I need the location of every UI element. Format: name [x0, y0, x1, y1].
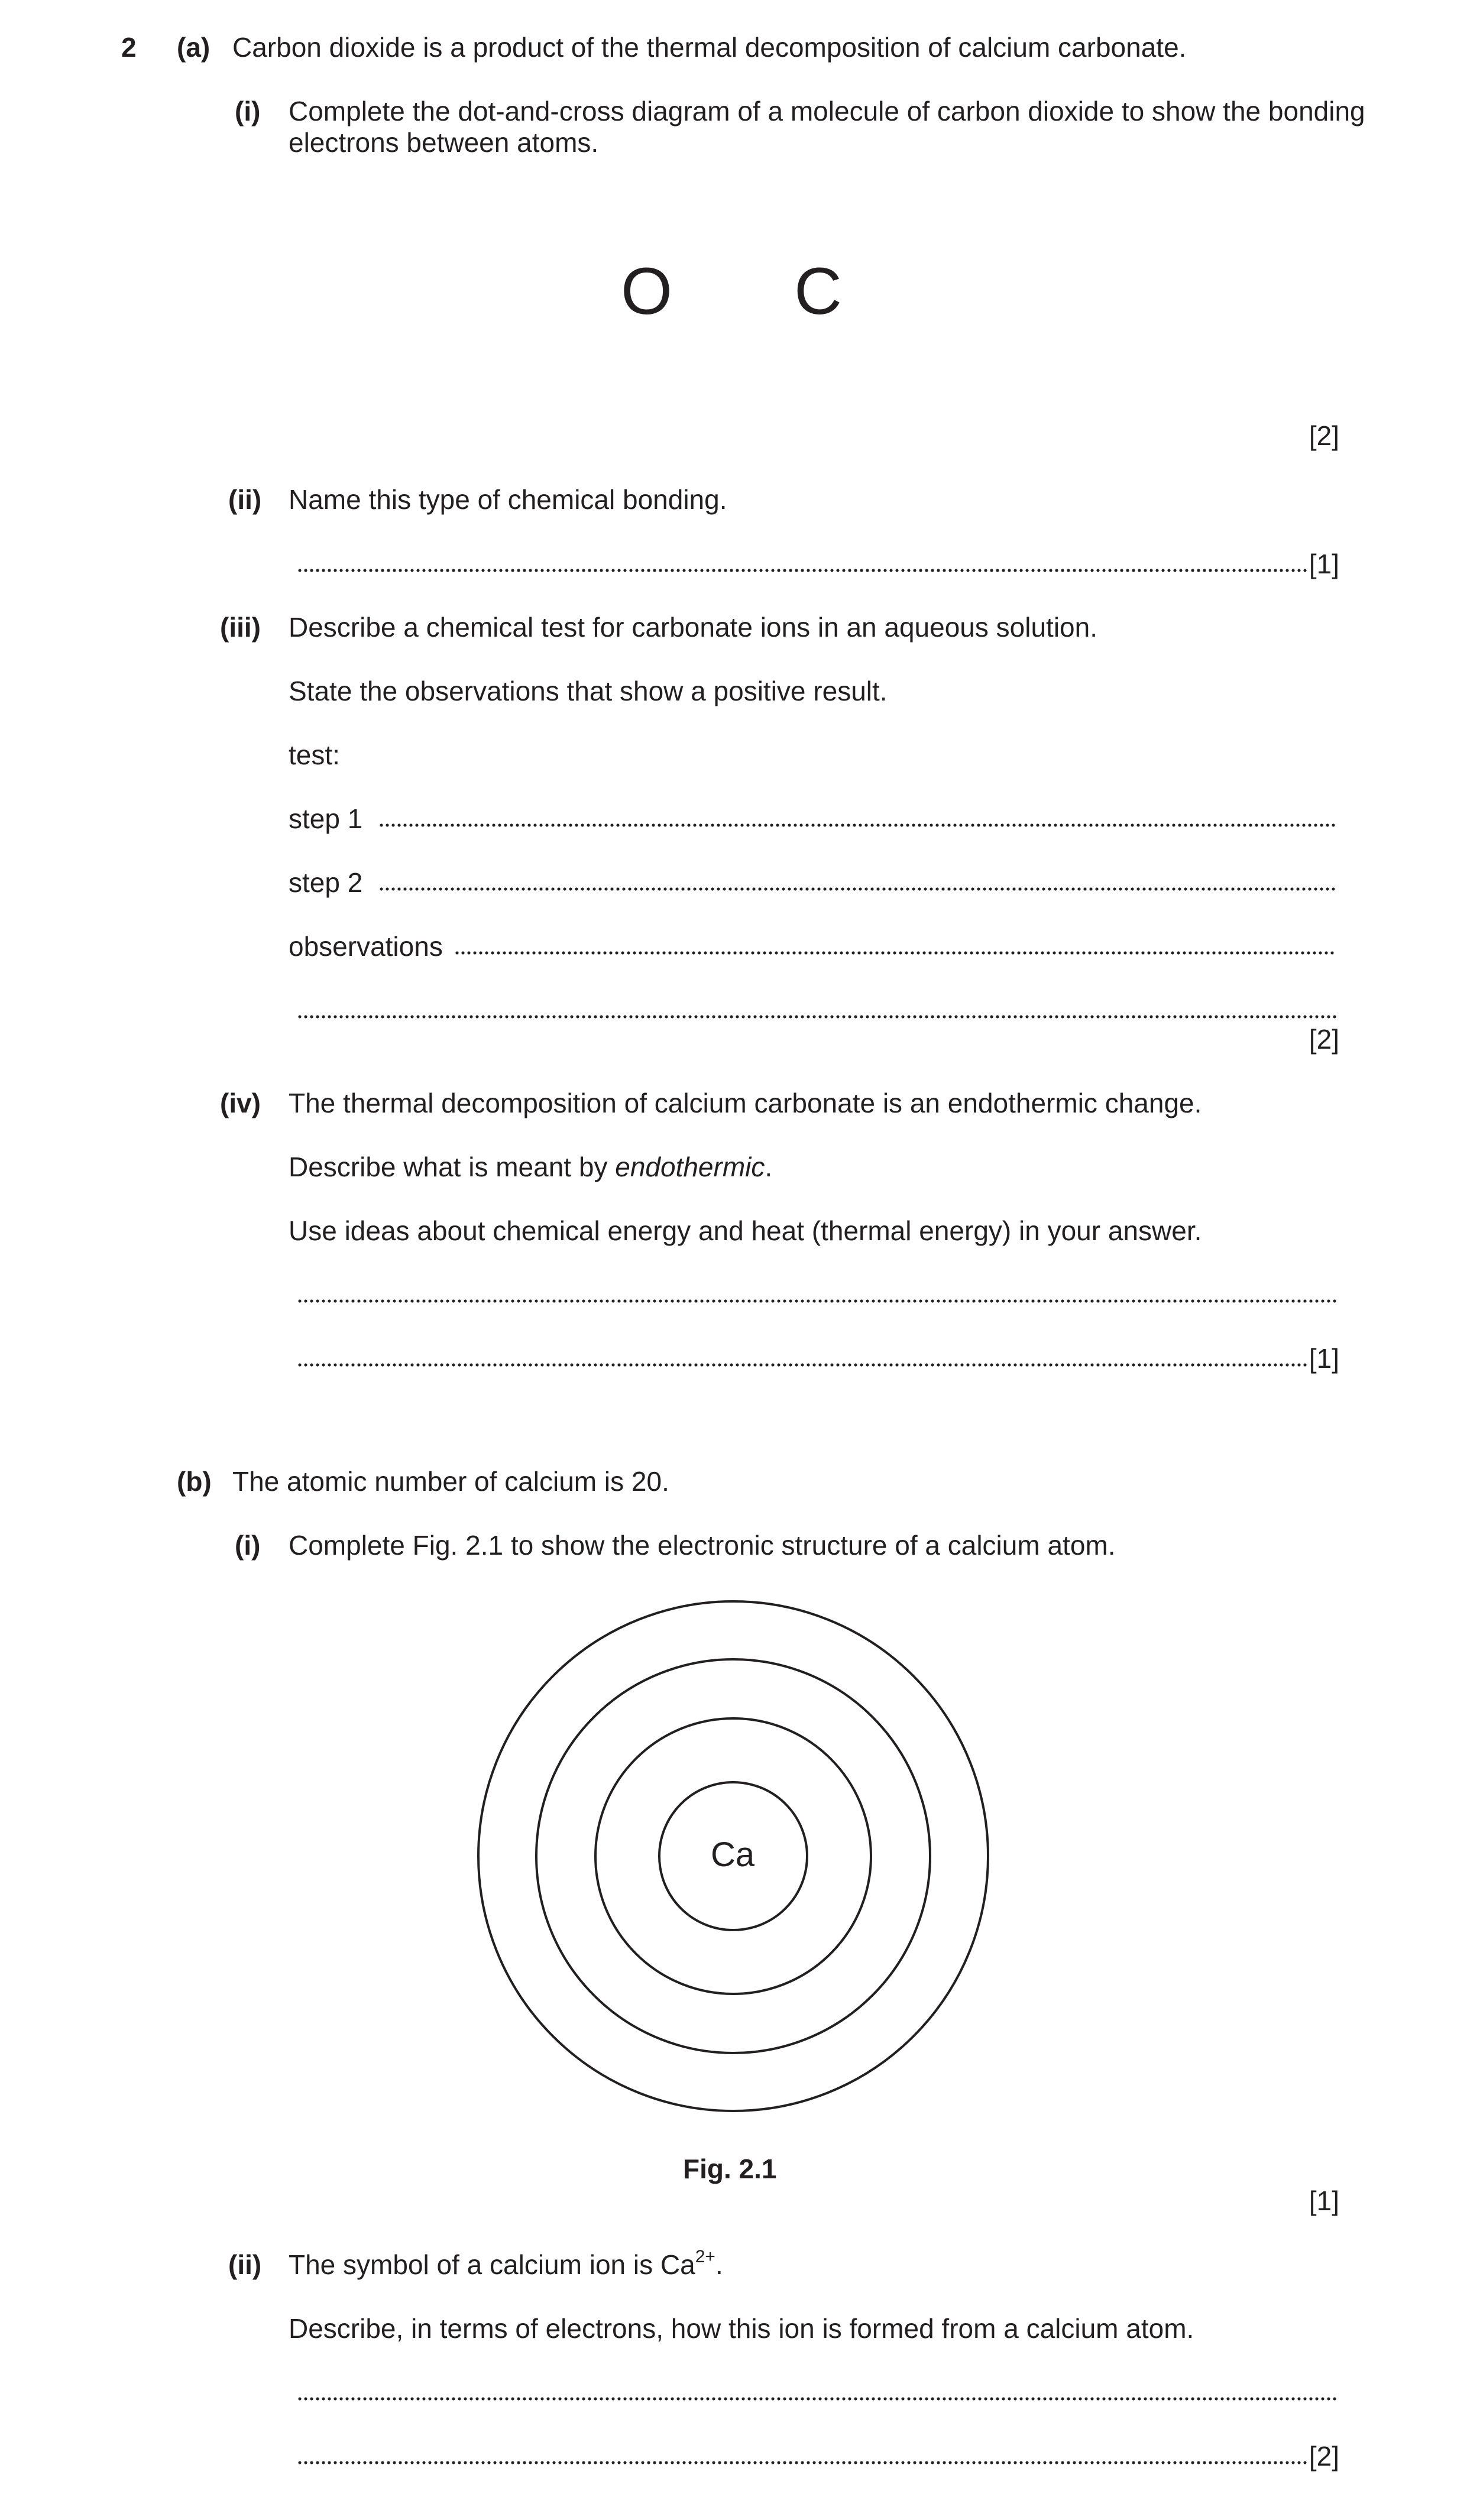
question-number: 2 — [121, 32, 137, 63]
answer-line-b-ii-2[interactable] — [297, 2460, 1307, 2466]
part-a-i-marks: [2] — [1309, 420, 1339, 451]
part-a-iv-text3: Use ideas about chemical energy and heat (thermal energy) in your answer. — [289, 1215, 1202, 1246]
part-a-iv-label: (iv) — [220, 1088, 261, 1118]
part-a-ii-marks: [1] — [1309, 549, 1339, 579]
part-a-iii-text2: State the observations that show a positive result. — [289, 676, 888, 706]
part-a-iii-text: Describe a chemical test for carbonate ions in an aqueous solution. — [289, 612, 1098, 643]
endothermic-term: endothermic — [615, 1152, 765, 1182]
part-b-i-marks: [1] — [1309, 2185, 1339, 2216]
test-label: test: — [289, 740, 340, 770]
step2-label: step 2 — [289, 867, 363, 898]
answer-line-b-ii-1[interactable] — [297, 2396, 1336, 2402]
figure-caption: Fig. 2.1 — [683, 2153, 777, 2184]
part-a-stem: Carbon dioxide is a product of the thermal decomposition of calcium carbonate. — [232, 32, 1187, 63]
answer-line-observations[interactable] — [454, 950, 1336, 956]
part-b-stem: The atomic number of calcium is 20. — [232, 1466, 669, 1497]
part-b-ii-text2: Describe, in terms of electrons, how this ion is formed from a calcium atom. — [289, 2313, 1194, 2344]
part-b-label: (b) — [177, 1466, 212, 1497]
part-a-i-label: (i) — [235, 96, 261, 127]
part-a-i-line1: Complete the dot-and-cross diagram of a molecule of carbon dioxide to show the bonding — [289, 96, 1365, 127]
part-a-iv-marks: [1] — [1309, 1343, 1339, 1374]
part-a-ii-text: Name this type of chemical bonding. — [289, 484, 727, 515]
answer-line-a-iv-1[interactable] — [297, 1298, 1336, 1304]
part-a-label: (a) — [177, 32, 211, 63]
answer-line-step1[interactable] — [378, 822, 1336, 828]
nucleus-label: Ca — [711, 1835, 755, 1874]
part-a-iii-marks: [2] — [1309, 1024, 1339, 1055]
part-a-i-line2: electrons between atoms. — [289, 127, 599, 158]
step1-label: step 1 — [289, 803, 363, 834]
part-b-ii-marks: [2] — [1309, 2441, 1339, 2472]
answer-line-step2[interactable] — [378, 886, 1336, 892]
answer-line-a-ii[interactable] — [297, 567, 1307, 573]
part-b-ii-label: (ii) — [228, 2249, 262, 2280]
part-a-iv-text: The thermal decomposition of calcium carbonate is an endothermic change. — [289, 1088, 1202, 1118]
part-a-iii-label: (iii) — [220, 612, 261, 643]
part-b-i-label: (i) — [235, 1530, 261, 1561]
part-a-ii-label: (ii) — [228, 484, 262, 515]
charge-superscript: 2+ — [695, 2246, 715, 2266]
answer-line-observations-2[interactable] — [297, 1014, 1336, 1020]
answer-line-a-iv-2[interactable] — [297, 1362, 1307, 1368]
atom-oxygen-symbol: O — [621, 254, 673, 328]
atom-carbon-symbol: C — [794, 254, 842, 328]
part-b-i-text: Complete Fig. 2.1 to show the electronic structure of a calcium atom. — [289, 1530, 1116, 1561]
part-a-iv-text2: Describe what is meant by endothermic. — [289, 1152, 773, 1182]
observations-label: observations — [289, 931, 443, 962]
part-b-ii-text: The symbol of a calcium ion is $Ca^{2+}$. — [289, 2246, 723, 2280]
